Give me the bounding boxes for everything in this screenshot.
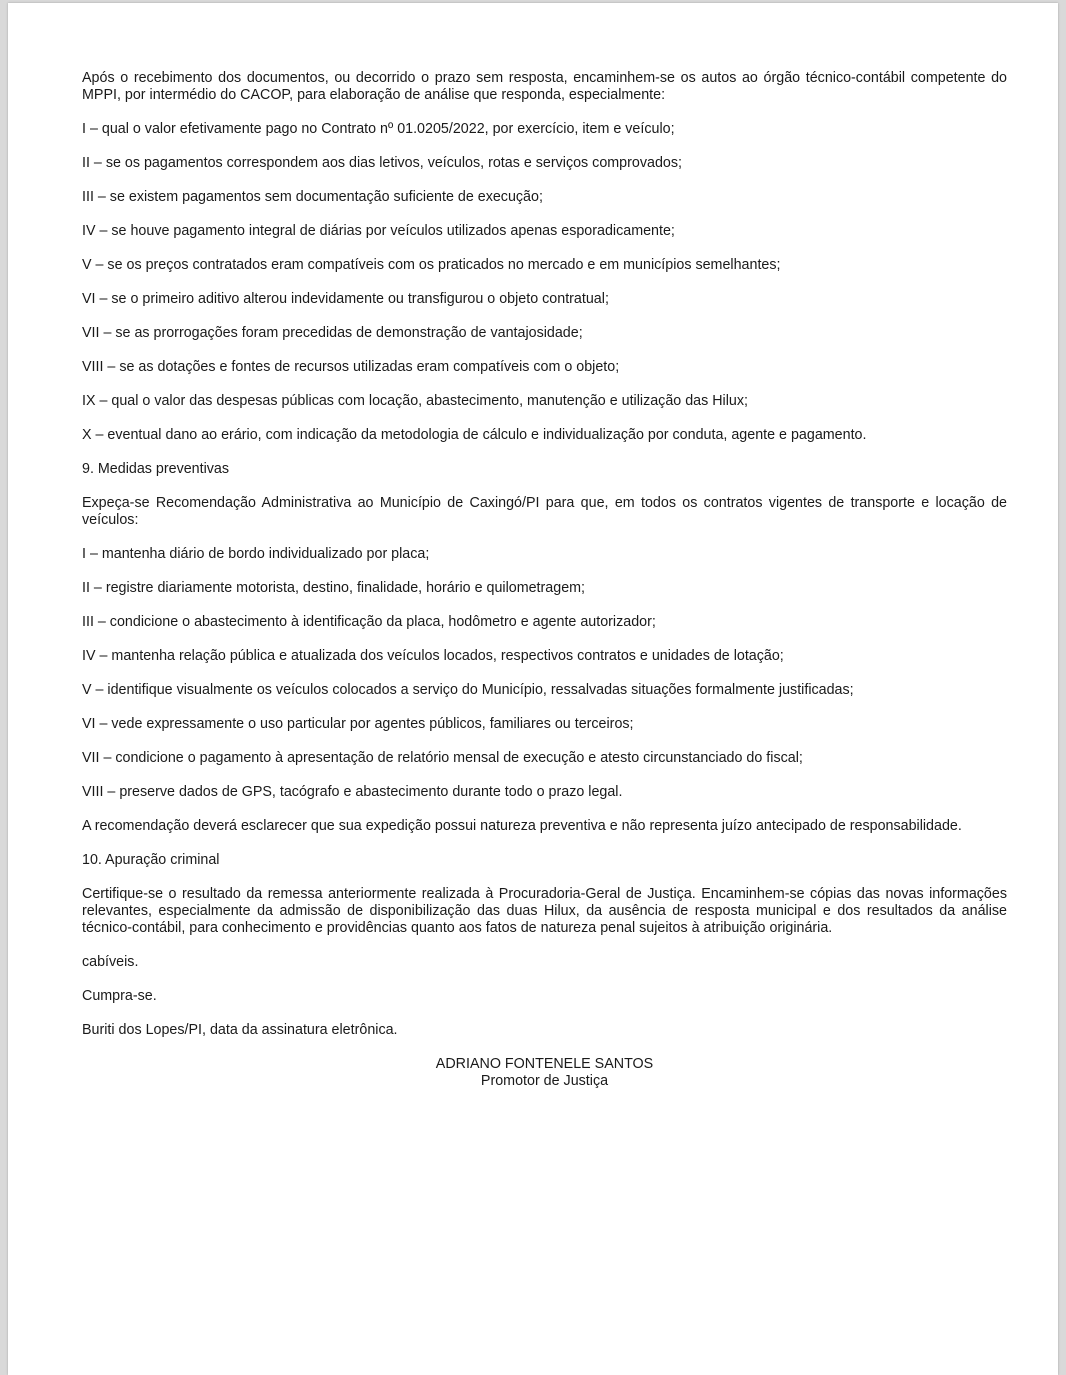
document-page <box>8 3 1058 1375</box>
analysis-item: VII – se as prorrogações foram precedidas de demonstração de vantajosidade; <box>82 325 583 341</box>
analysis-item: VIII – se as dotações e fontes de recursos utilizadas eram compatíveis com o objeto; <box>82 359 620 375</box>
analysis-list <box>82 121 1007 444</box>
analysis-item: III – se existem pagamentos sem documentação suficiente de execução; <box>82 189 543 205</box>
section9-intro: Expeça-se Recomendação Administrativa ao Município de Caxingó/PI para que, em todos os contratos vigentes de transporte e locação de veículos: <box>82 495 1007 528</box>
section-heading: 10. Apuração criminal <box>82 852 220 868</box>
recommendation-item: VIII – preserve dados de GPS, tacógrafo e abastecimento durante todo o prazo legal. <box>82 784 623 800</box>
recommendation-list <box>82 546 1007 801</box>
recommendation-item: II – registre diariamente motorista, destino, finalidade, horário e quilometragem; <box>82 580 586 596</box>
recommendation-item: V – identifique visualmente os veículos colocados a serviço do Município, ressalvadas situações formalmente justificadas; <box>82 682 854 698</box>
analysis-item: I – qual o valor efetivamente pago no Contrato nº 01.0205/2022, por exercício, item e veículo; <box>82 121 675 137</box>
analysis-item: VI – se o primeiro aditivo alterou indevidamente ou transfigurou o objeto contratual; <box>82 291 609 307</box>
analysis-item: IX – qual o valor das despesas públicas com locação, abastecimento, manutenção e utilização das Hilux; <box>82 393 748 409</box>
document-body <box>82 70 1007 1090</box>
recommendation-item: VII – condicione o pagamento à apresentação de relatório mensal de execução e atesto circunstanciado do fiscal; <box>82 750 803 766</box>
section9-note: A recomendação deverá esclarecer que sua expedição possui natureza preventiva e não representa juízo antecipado de responsabilidade. <box>82 818 962 834</box>
recommendation-item: I – mantenha diário de bordo individualizado por placa; <box>82 546 430 562</box>
analysis-item: X – eventual dano ao erário, com indicação da metodologia de cálculo e individualização por conduta, agente e pagamento. <box>82 427 867 443</box>
intro-paragraph: Após o recebimento dos documentos, ou decorrido o prazo sem resposta, encaminhem-se os autos ao órgão técnico-contábil competente do MPPI, por intermédio do CACOP, para elaboração de análise que responda, especialmente: <box>82 70 1007 103</box>
place-date: Buriti dos Lopes/PI, data da assinatura eletrônica. <box>82 1022 398 1038</box>
section-heading: 9. Medidas preventivas <box>82 461 230 477</box>
signature-block <box>82 1056 1007 1090</box>
recommendation-item: VI – vede expressamente o uso particular por agentes públicos, familiares ou terceiros; <box>82 716 634 732</box>
analysis-item: IV – se houve pagamento integral de diárias por veículos utilizados apenas esporadicamente; <box>82 223 675 239</box>
recommendation-item: III – condicione o abastecimento à identificação da placa, hodômetro e agente autorizador; <box>82 614 656 630</box>
signer-name: ADRIANO FONTENELE SANTOS <box>435 1056 654 1072</box>
section10-text: Certifique-se o resultado da remessa anteriormente realizada à Procuradoria-Geral de Justiça. Encaminhem-se cópias das novas informações relevantes, especialmente da admissão de disponibilização das duas Hilux, da ausência de resposta municipal e dos resultados da análise técnico-contábil, para conhecimento e providências quanto aos fatos de natureza penal sujeitos à atribuição originária. <box>82 886 1007 936</box>
signer-role: Promotor de Justiça <box>480 1073 609 1089</box>
analysis-item: II – se os pagamentos correspondem aos dias letivos, veículos, rotas e serviços comprovados; <box>82 155 682 171</box>
recommendation-item: IV – mantenha relação pública e atualizada dos veículos locados, respectivos contratos e unidades de lotação; <box>82 648 784 664</box>
closing-line: Cumpra-se. <box>82 988 157 1004</box>
text-fragment: cabíveis. <box>82 954 139 970</box>
analysis-item: V – se os preços contratados eram compatíveis com os praticados no mercado e em municípios semelhantes; <box>82 257 781 273</box>
